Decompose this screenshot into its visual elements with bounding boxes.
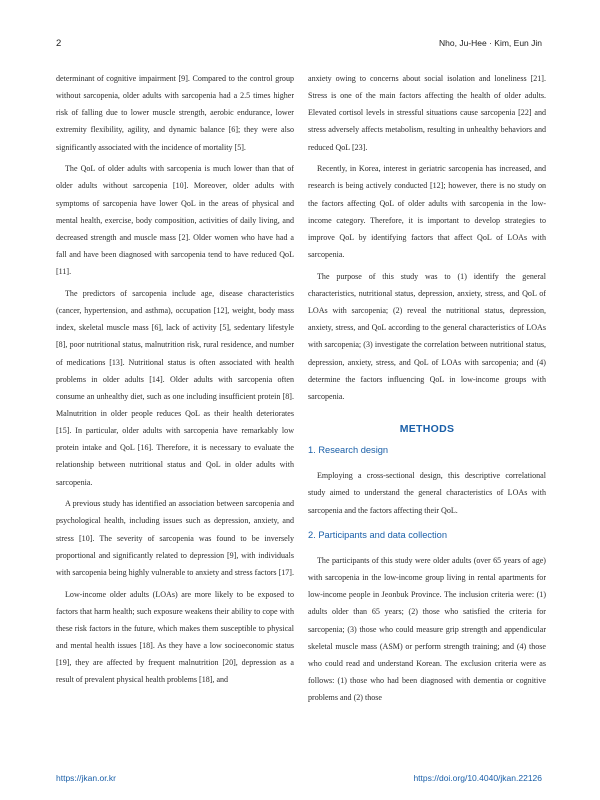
page-number: 2: [56, 38, 62, 49]
body-paragraph: Recently, in Korea, interest in geriatric sarcopenia has increased, and research is being actively conducted [12]; however, there is no study on the factors affecting QoL of older adults with sarcopenia in the low-income category. Therefore, it is important to develop strategies to improve QoL by identifying factors that affect QoL of LOAs with sarcopenia.: [308, 164, 546, 260]
left-column: [56, 70, 294, 693]
body-paragraph: The QoL of older adults with sarcopenia is much lower than that of older adults without sarcopenia [10]. Moreover, older adults with symptoms of sarcopenia have lower QoL in the areas of physical and mental health, exercise, body composition, activities of daily living, and decreased strength and muscle mass [2]. Older women who have had a fall and have been diagnosed with sarcopenia tend to have reduced QoL [11].: [56, 164, 294, 277]
methods-heading: METHODS: [399, 422, 455, 435]
participants-paragraph: The participants of this study were older adults (over 65 years of age) with sarcopenia in the low-income group living in rental apartments for low-income people in Jeonbuk Province. The inclusion criteria were: (1) adults older than 65 years; (2) those who satisfied the criteria for sarcopenia; (3) those who could measure grip strength and appendicular skeletal muscle mass (ASM) or perform strength training; and (4) those who could read and understand Korean. The exclusion criteria were as follows: (1) those who had been diagnosed with dementia or cognitive problems and (2) those: [308, 555, 546, 703]
body-paragraph: The predictors of sarcopenia include age, disease characteristics (cancer, hypertension, and asthma), occupation [12], weight, body mass index, skeletal muscle mass [6], lack of activity [5], sedentary lifestyle [8], poor nutritional status, malnutrition risk, rural residence, and number of medications [13]. Nutritional status is often associated with health problems in older adults [14]. Older adults with sarcopenia often consume an unhealthy diet, such as one including insufficient protein [8]. Malnutrition in older people reduces QoL as their health deteriorates [15]. In particular, older adults with sarcopenia have remarkably low protein intake and QoL [16]. Therefore, it is necessary to evaluate the relationship between nutritional status and QoL in older adults with sarcopenia.: [56, 288, 294, 487]
body-paragraph: A previous study has identified an association between sarcopenia and psychological health, including issues such as depression, anxiety, and stress [10]. The severity of sarcopenia was found to be inversely proportional and significantly related to depression [9], with individuals with sarcopenia being highly vulnerable to anxiety and stress factors [17].: [56, 499, 294, 577]
doi-link[interactable]: https://doi.org/10.4040/jkan.22126: [413, 773, 542, 783]
body-paragraph: anxiety owing to concerns about social isolation and loneliness [21]. Stress is one of the main factors affecting the health of older adults. Elevated cortisol levels in stressful situations cause sarcopenia [22] and stress adversely affects metabolism, resulting in unhealthy behaviors and reduced QoL [23].: [308, 74, 546, 152]
body-paragraph: The purpose of this study was to (1) identify the general characteristics, nutritional status, depression, anxiety, stress, and QoL of LOAs with sarcopenia; (2) reveal the nutritional status, depression, anxiety, stress, and QoL according to the general characteristics of LOAs with sarcopenia; (3) investigate the correlation between nutritional status, depression, anxiety, stress, and QoL of LOAs with sarcopenia; and (4) determine the factors influencing QoL in low-income groups with sarcopenia.: [308, 271, 546, 401]
journal-website-link[interactable]: https://jkan.or.kr: [56, 773, 116, 783]
running-head-authors: Nho, Ju-Hee · Kim, Eun Jin: [439, 38, 542, 48]
participants-heading: 2. Participants and data collection: [308, 529, 448, 540]
body-paragraph: Low-income older adults (LOAs) are more likely to be exposed to factors that harm health; such exposure weakens their ability to cope with these risk factors in the future, which makes them susceptible to physical and mental health issues [18]. As they have a low socioeconomic status [19], they are affected by frequent malnutrition [20], depression as a result of prevalent physical health problems [18], and: [56, 589, 294, 685]
right-column: [308, 70, 546, 711]
research-design-heading: 1. Research design: [308, 445, 389, 456]
body-paragraph: determinant of cognitive impairment [9]. Compared to the control group without sarcopenia, older adults with sarcopenia had a 2.5 times higher risk of falling due to lower muscle strength, aerobic endurance, lower extremity flexibility, agility, and dynamic balance [6]; they were also significantly associated with the incidence of mortality [5].: [56, 74, 294, 152]
research-design-paragraph: Employing a cross-sectional design, this descriptive correlational study aimed to understand the general characteristics of LOAs with sarcopenia and the factors affecting their QoL.: [308, 471, 546, 515]
